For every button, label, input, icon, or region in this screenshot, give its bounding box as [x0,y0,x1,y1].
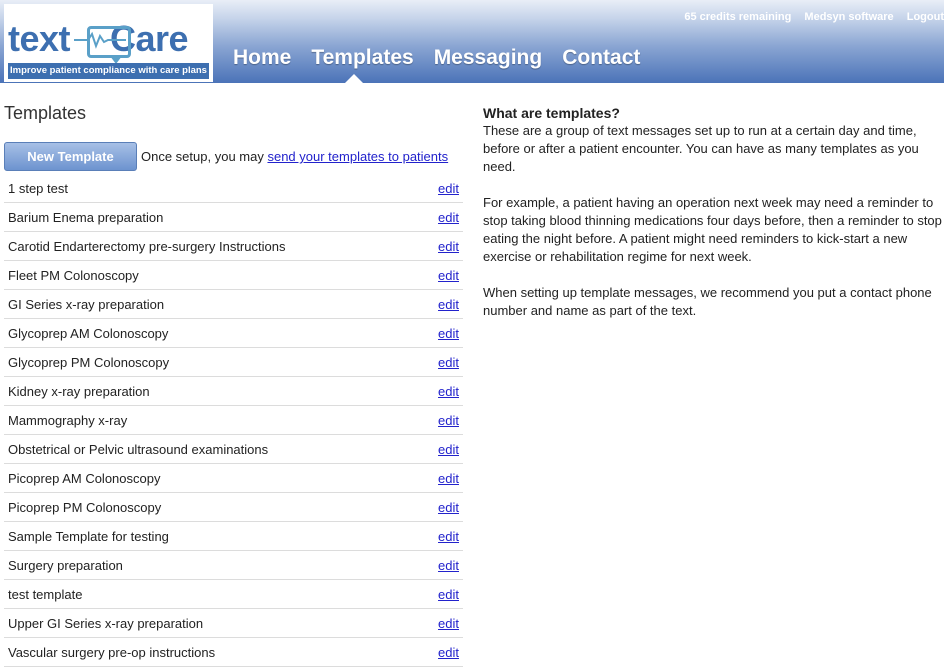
template-row [4,232,463,261]
template-row [4,203,463,232]
edit-template-link[interactable]: edit [438,296,459,312]
logo-text-a: text [8,18,71,59]
template-name: Glycoprep PM Colonoscopy [8,354,170,370]
logout-link[interactable]: Logout [906,11,944,23]
template-row [4,551,463,580]
template-name: Surgery preparation [8,557,123,573]
template-row [4,493,463,522]
main-nav [233,46,660,70]
active-nav-indicator [345,74,363,83]
template-name: Picoprep PM Colonoscopy [8,499,162,515]
info-paragraph-3: When setting up template messages, we recommend you put a contact phone number and name as part of the text. [483,285,932,318]
template-row [4,406,463,435]
edit-template-link[interactable]: edit [438,383,459,399]
logo-tagline: Improve patient compliance with care plans [8,63,209,79]
top-utility-nav [674,11,944,23]
edit-template-link[interactable]: edit [438,412,459,428]
template-row [4,435,463,464]
template-name: Picoprep AM Colonoscopy [8,470,161,486]
org-name-link[interactable]: Medsyn software [804,11,894,23]
edit-template-link[interactable]: edit [438,238,459,254]
header-bar [0,0,944,83]
new-template-button[interactable]: New Template [4,142,137,171]
edit-template-link[interactable]: edit [438,557,459,573]
edit-template-link[interactable]: edit [438,586,459,602]
textcare-logo[interactable] [4,4,213,82]
template-name: Obstetrical or Pelvic ultrasound examinations [8,441,269,457]
template-row [4,580,463,609]
template-row [4,609,463,638]
nav-home[interactable]: Home [233,46,292,69]
template-name: Barium Enema preparation [8,209,164,225]
template-name: Upper GI Series x-ray preparation [8,615,204,631]
template-name: Carotid Endarterectomy pre-surgery Instructions [8,238,286,254]
nav-templates[interactable]: Templates [311,46,414,69]
templates-actions [4,142,463,171]
template-row [4,638,463,667]
edit-template-link[interactable]: edit [438,325,459,341]
template-row [4,348,463,377]
info-heading: What are templates? [483,105,620,121]
template-row [4,377,463,406]
template-row [4,261,463,290]
template-name: GI Series x-ray preparation [8,296,165,312]
template-name: Vascular surgery pre-op instructions [8,644,216,660]
template-name: Mammography x-ray [8,412,128,428]
info-paragraph-1: These are a group of text messages set up to run at a certain day and time, before or after a patient encounter. You can have as many templates as you need. [483,123,919,174]
heartbeat-icon [74,30,126,50]
edit-template-link[interactable]: edit [438,528,459,544]
info-paragraph-2: For example, a patient having an operation next week may need a reminder to stop taking blood thinning medications four days before, then a reminder to stop eating the night before. A patient might need reminders to kick-start a new exercise or rehabilitation regime for next week. [483,195,942,264]
info-panel [483,104,943,338]
edit-template-link[interactable]: edit [438,209,459,225]
edit-template-link[interactable]: edit [438,441,459,457]
edit-template-link[interactable]: edit [438,267,459,283]
edit-template-link[interactable]: edit [438,644,459,660]
template-name: Sample Template for testing [8,528,169,544]
nav-contact[interactable]: Contact [562,46,641,69]
edit-template-link[interactable]: edit [438,354,459,370]
template-row [4,464,463,493]
template-row [4,319,463,348]
template-name: 1 step test [8,180,68,196]
page-title: Templates [4,103,87,123]
template-name: test template [8,586,83,602]
edit-template-link[interactable]: edit [438,180,459,196]
template-row [4,290,463,319]
templates-list [4,174,463,667]
nav-messaging[interactable]: Messaging [433,46,543,69]
edit-template-link[interactable]: edit [438,470,459,486]
edit-template-link[interactable]: edit [438,615,459,631]
logo-text-b: Care [110,18,189,59]
template-name: Glycoprep AM Colonoscopy [8,325,169,341]
template-row [4,174,463,203]
template-row [4,522,463,551]
template-name: Kidney x-ray preparation [8,383,150,399]
send-templates-link[interactable]: send your templates to patients [267,149,449,164]
edit-template-link[interactable]: edit [438,499,459,515]
once-setup-text: Once setup, you may [141,149,264,164]
credits-remaining: 65 credits remaining [684,11,792,23]
templates-panel [4,103,463,667]
template-name: Fleet PM Colonoscopy [8,267,139,283]
